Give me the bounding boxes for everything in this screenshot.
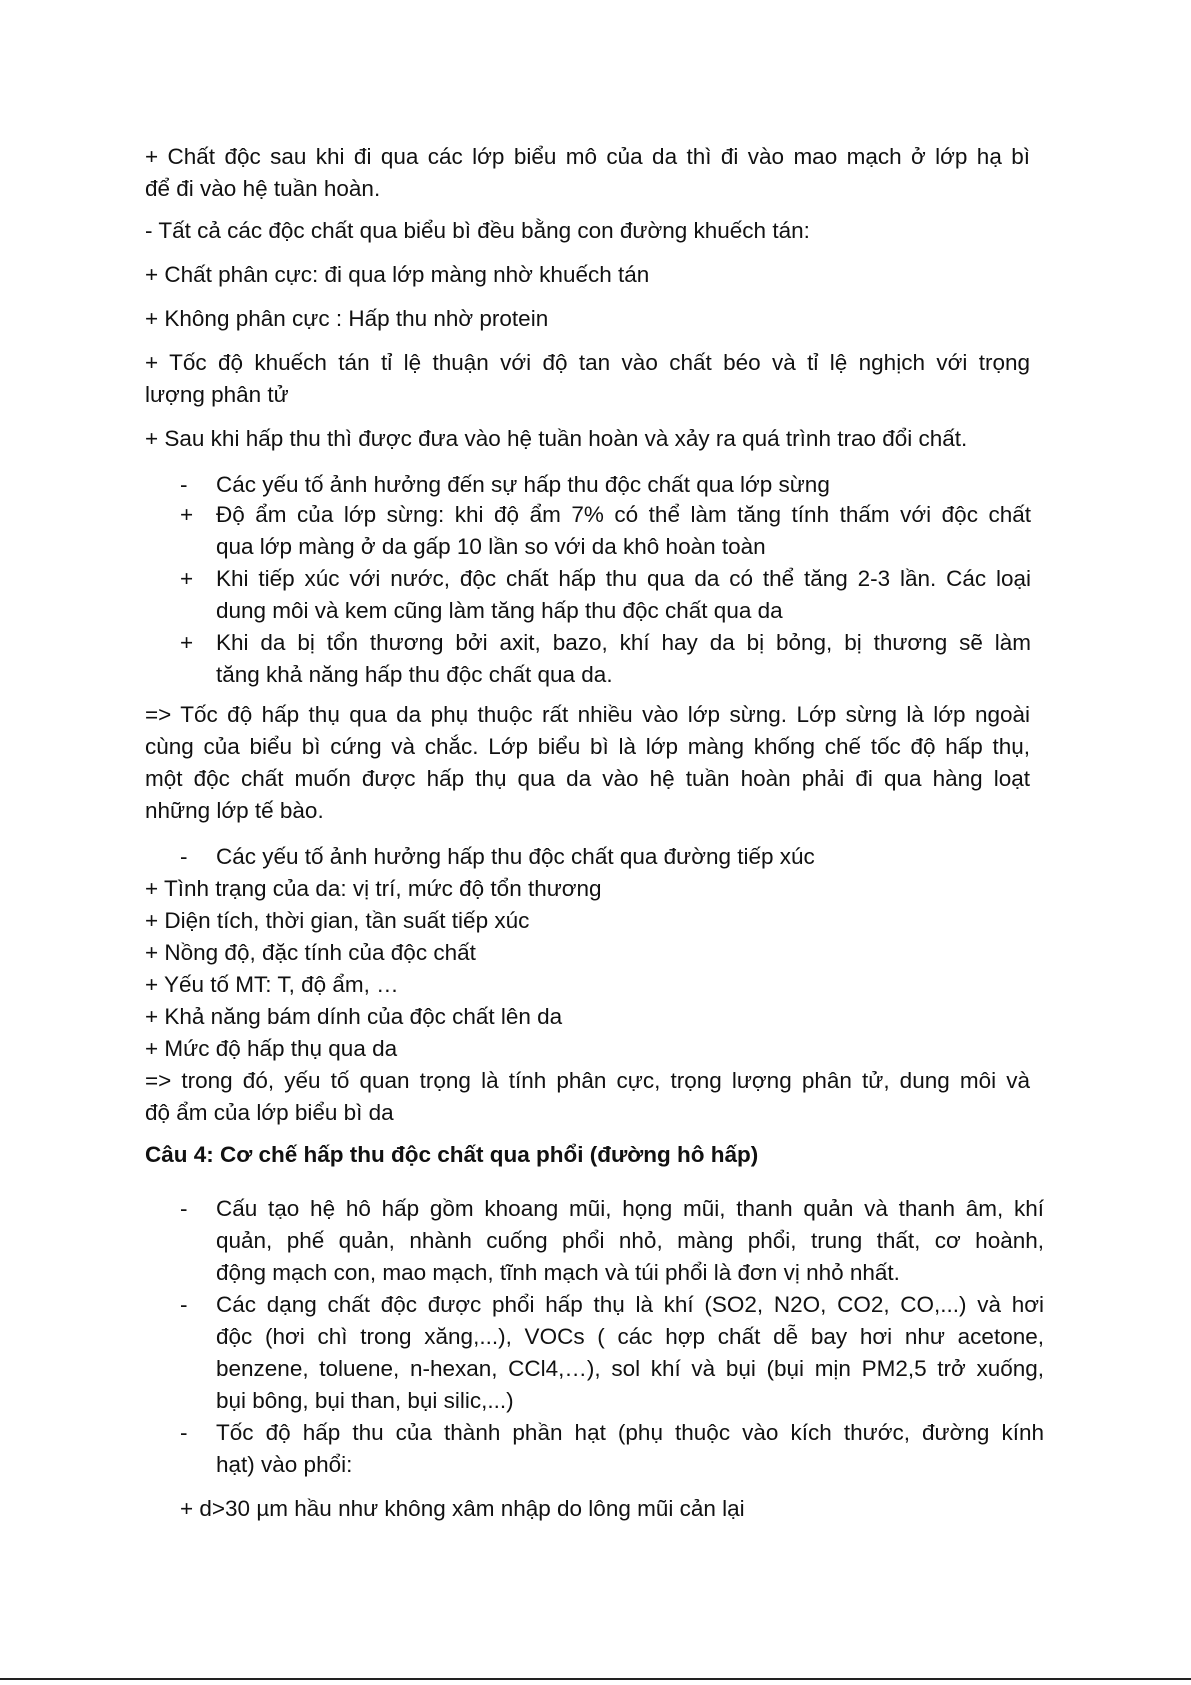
list-item-continuation: quản, phế quản, nhành cuống phổi nhỏ, màng phổi, trung thất, cơ hoành, bbox=[216, 1228, 1044, 1253]
list-marker: - bbox=[180, 1196, 188, 1221]
paragraph-line: + Không phân cực : Hấp thu nhờ protein bbox=[145, 306, 549, 331]
list-item: Tốc độ hấp thu của thành phần hạt (phụ thuộc vào kích thước, đường kính bbox=[216, 1420, 1044, 1445]
list-marker: - bbox=[180, 844, 188, 869]
list-marker: - bbox=[180, 472, 188, 497]
list-item-continuation: benzene, toluene, n-hexan, CCl4,…), sol khí và bụi (bụi mịn PM2,5 trở xuống, bbox=[216, 1356, 1044, 1381]
paragraph-line: + Tốc độ khuếch tán tỉ lệ thuận với độ tan vào chất béo và tỉ lệ nghịch với trọng bbox=[145, 350, 1030, 375]
list-item: + Yếu tố MT: T, độ ẩm, … bbox=[145, 972, 399, 997]
list-item-continuation: hạt) vào phổi: bbox=[216, 1452, 353, 1477]
list-item: Khi tiếp xúc với nước, độc chất hấp thu qua da có thể tăng 2-3 lần. Các loại bbox=[216, 566, 1031, 591]
list-item: + Tình trạng của da: vị trí, mức độ tổn thương bbox=[145, 876, 602, 901]
list-item: Các yếu tố ảnh hưởng đến sự hấp thu độc chất qua lớp sừng bbox=[216, 472, 830, 497]
list-item: + Mức độ hấp thụ qua da bbox=[145, 1036, 398, 1061]
list-item: Khi da bị tổn thương bởi axit, bazo, khí hay da bị bỏng, bị thương sẽ làm bbox=[216, 630, 1031, 655]
paragraph-line: + Chất phân cực: đi qua lớp màng nhờ khuếch tán bbox=[145, 262, 650, 287]
list-item: + Khả năng bám dính của độc chất lên da bbox=[145, 1004, 563, 1029]
page-bottom-rule bbox=[0, 1678, 1191, 1680]
paragraph-line: những lớp tế bào. bbox=[145, 798, 324, 823]
list-marker: + bbox=[180, 502, 194, 527]
list-item: Các yếu tố ảnh hưởng hấp thu độc chất qua đường tiếp xúc bbox=[216, 844, 815, 869]
paragraph-line: cùng của biểu bì cứng và chắc. Lớp biểu bì là lớp màng khống chế tốc độ hấp thụ, bbox=[145, 734, 1030, 759]
paragraph-line: - Tất cả các độc chất qua biểu bì đều bằng con đường khuếch tán: bbox=[145, 218, 810, 243]
paragraph-line: + Chất độc sau khi đi qua các lớp biểu mô của da thì đi vào mao mạch ở lớp hạ bì bbox=[145, 144, 1030, 169]
list-marker: - bbox=[180, 1420, 188, 1445]
paragraph-line: một độc chất muốn được hấp thụ qua da vào hệ tuần hoàn phải đi qua hàng loạt bbox=[145, 766, 1030, 791]
paragraph-line: => trong đó, yếu tố quan trọng là tính phân cực, trọng lượng phân tử, dung môi và bbox=[145, 1068, 1030, 1093]
list-item-continuation: tăng khả năng hấp thu độc chất qua da. bbox=[216, 662, 613, 687]
list-marker: + bbox=[180, 566, 194, 591]
list-item: + Nồng độ, đặc tính của độc chất bbox=[145, 940, 476, 965]
paragraph-line: + Sau khi hấp thu thì được đưa vào hệ tuần hoàn và xảy ra quá trình trao đổi chất. bbox=[145, 426, 968, 451]
paragraph-line: độ ẩm của lớp biểu bì da bbox=[145, 1100, 394, 1125]
list-item-continuation: động mạch con, mao mạch, tĩnh mạch và túi phổi là đơn vị nhỏ nhất. bbox=[216, 1260, 900, 1285]
list-marker: + bbox=[180, 630, 194, 655]
list-item: + d>30 µm hầu như không xâm nhập do lông mũi cản lại bbox=[180, 1496, 745, 1521]
paragraph-line: lượng phân tử bbox=[145, 382, 289, 407]
list-item: Các dạng chất độc được phổi hấp thụ là khí (SO2, N2O, CO2, CO,...) và hơi bbox=[216, 1292, 1044, 1317]
list-item: + Diện tích, thời gian, tần suất tiếp xúc bbox=[145, 908, 530, 933]
section-heading: Câu 4: Cơ chế hấp thu độc chất qua phổi (đường hô hấp) bbox=[145, 1142, 759, 1167]
list-item-continuation: bụi bông, bụi than, bụi silic,...) bbox=[216, 1388, 514, 1413]
list-marker: - bbox=[180, 1292, 188, 1317]
paragraph-line: => Tốc độ hấp thụ qua da phụ thuộc rất nhiều vào lớp sừng. Lớp sừng là lớp ngoài bbox=[145, 702, 1030, 727]
list-item-continuation: dung môi và kem cũng làm tăng hấp thu độc chất qua da bbox=[216, 598, 783, 623]
list-item: Độ ẩm của lớp sừng: khi độ ẩm 7% có thể làm tăng tính thấm với độc chất bbox=[216, 502, 1031, 527]
paragraph-line: để đi vào hệ tuần hoàn. bbox=[145, 176, 381, 201]
list-item: Cấu tạo hệ hô hấp gồm khoang mũi, họng mũi, thanh quản và thanh âm, khí bbox=[216, 1196, 1044, 1221]
list-item-continuation: qua lớp màng ở da gấp 10 lần so với da khô hoàn toàn bbox=[216, 534, 766, 559]
list-item-continuation: độc (hơi chì trong xăng,...), VOCs ( các hợp chất dễ bay hơi như acetone, bbox=[216, 1324, 1044, 1349]
